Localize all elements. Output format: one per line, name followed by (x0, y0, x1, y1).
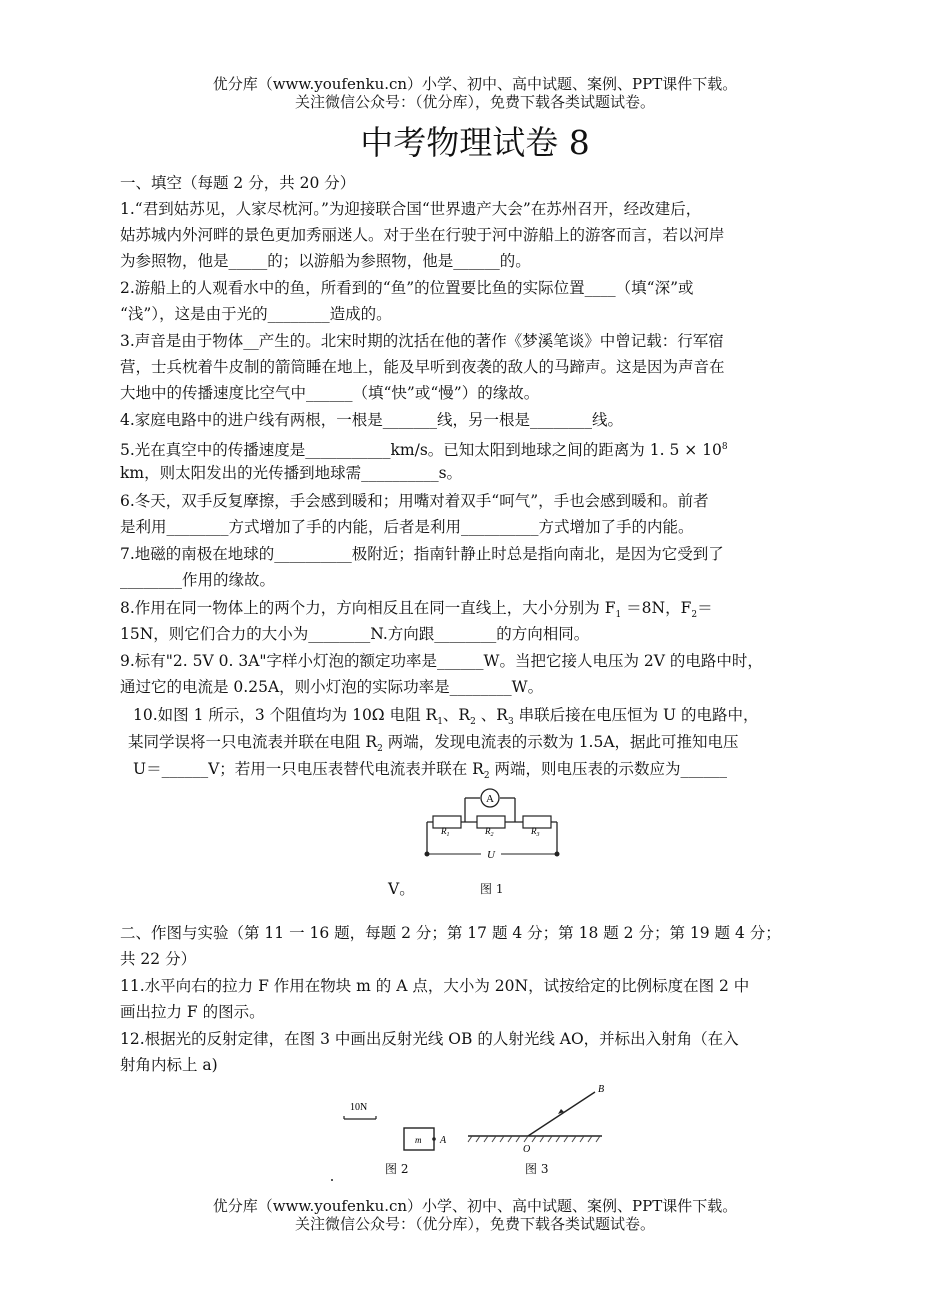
resistor-r2 (477, 816, 505, 828)
q10-text-a3: 、R (475, 706, 508, 724)
q12-line-2: 射角内标上 a) (120, 1056, 218, 1074)
q11-line-2: 画出拉力 F 的图示。 (120, 1003, 265, 1021)
point-a-label: A (440, 1135, 447, 1146)
q1-line-3: 为参照物，他是_____的；以游船为参照物，他是______的。 (120, 252, 531, 270)
point-a-dot (432, 1137, 436, 1141)
figure-2-caption: 图 2 (385, 1162, 409, 1176)
point-o-label: O (523, 1144, 531, 1155)
q1-line-1: 1.“君到姑苏见，人家尽枕河。”为迎接联合国“世界遗产大会”在苏州召开，经改建后， (120, 200, 702, 218)
q10-text-c2: 两端，则电压表的示数应为______ (489, 760, 728, 778)
q10-line-3 (133, 758, 727, 787)
scale-label: 10N (350, 1102, 368, 1113)
q1-line-2: 姑苏城内外河畔的景色更加秀丽迷人。对于坐在行驶于河中游船上的游客而言，若以河岸 (120, 226, 725, 244)
q10-text-a4: 串联后接在电压恒为 U 的电路中， (513, 706, 759, 724)
q10-sub-r2: 2 (470, 717, 476, 728)
q8-text-a1: 8.作用在同一物体上的两个力，方向相反且在同一直线上，大小分别为 F (120, 599, 616, 617)
footer-line-1: 优分库（www.youfenku.cn）小学、初中、高中试题、案例、PPT课件下载。 (212, 1197, 738, 1215)
q8-text-a2: ＝8N，F (621, 599, 692, 617)
figure-1-caption: 图 1 (480, 882, 504, 896)
q3-line-1: 3.声音是由于物体__产生的。北宋时期的沈括在他的著作《梦溪笔谈》中曾记载：行军宿 (120, 332, 724, 350)
q8-text-a3: ＝ (697, 599, 713, 617)
header-line-1: 优分库（www.youfenku.cn）小学、初中、高中试题、案例、PPT课件下载。 (212, 75, 738, 93)
figure-1-circuit (415, 784, 575, 864)
q2-line-2: “浅”），这是由于光的________造成的。 (120, 305, 392, 323)
q4-line: 4.家庭电路中的进户线有两根，一根是_______线，另一根是________线。 (120, 411, 624, 429)
reflected-ray-ob (528, 1092, 595, 1136)
q11-line-1: 11.水平向右的拉力 F 作用在物块 m 的 A 点，大小为 20N，试按给定的比例标度在图 2 中 (120, 977, 750, 995)
point-b-label: B (598, 1084, 605, 1095)
q10-text-b1: 某同学误将一只电流表并联在电阻 R (128, 733, 378, 751)
ammeter-label: A (486, 793, 494, 805)
q8-sub-1: 1 (615, 610, 622, 621)
q9-line-2: 通过它的电流是 0.25A，则小灯泡的实际功率是________W。 (120, 678, 544, 696)
q10-sub-b: 2 (377, 744, 383, 755)
section1-heading: 一、填空（每题 2 分，共 20 分） (120, 174, 356, 192)
q7-line-1: 7.地磁的南极在地球的__________极附近；指南针静止时总是指向南北，是因为它受到了 (120, 545, 724, 563)
r2-label: $R_2$ (485, 826, 494, 838)
q8-line-1 (120, 597, 713, 626)
block-m-label: m (415, 1135, 422, 1145)
q3-line-3: 大地中的传播速度比空气中______（填“快”或“慢”）的缘故。 (120, 384, 540, 402)
q10-tail: V。 (388, 880, 415, 898)
page-title: 中考物理试卷 8 (360, 123, 590, 162)
q10-sub-r3: 3 (507, 717, 514, 728)
q10-line-2 (128, 731, 739, 760)
q5-line-1 (120, 436, 728, 461)
footer-line-2: 关注微信公众号：（优分库），免费下载各类试题试卷。 (294, 1215, 655, 1233)
q5-line-2: km，则太阳发出的光传播到地球需__________s。 (120, 464, 463, 482)
figure-3-caption: 图 3 (525, 1162, 549, 1176)
section2-heading-line-2: 共 22 分） (120, 950, 197, 968)
q2-line-1: 2.游船上的人观看水中的鱼，所看到的“鱼”的位置要比鱼的实际位置____（填“深”或 (120, 279, 694, 297)
header-line-2: 关注微信公众号：（优分库），免费下载各类试题试卷。 (294, 93, 655, 111)
q10-text-a1: 10.如图 1 所示，3 个阻值均为 10Ω 电阻 R (133, 706, 438, 724)
resistor-r1 (433, 816, 461, 828)
q6-line-1: 6.冬天，双手反复摩擦，手会感到暖和；用嘴对着双手“呵气”，手也会感到暖和。前者 (120, 492, 709, 510)
q5-exponent: 8 (721, 442, 728, 452)
q6-line-2: 是利用________方式增加了手的内能，后者是利用__________方式增加了手的内能。 (120, 518, 694, 536)
q7-line-2: ________作用的缘故。 (120, 571, 276, 589)
q10-sub-r1: 1 (437, 717, 443, 728)
r3-label: $R_3$ (531, 826, 540, 838)
q5-text-a: 5.光在真空中的传播速度是___________km/s。已知太阳到地球之间的距离为 1. 5 × 10 (120, 441, 722, 460)
resistor-r3 (523, 816, 551, 828)
q10-sub-c: 2 (483, 771, 490, 782)
q10-line-1 (133, 704, 759, 733)
q10-text-c1: U＝______V；若用一只电压表替代电流表并联在 R (133, 760, 484, 778)
q12-line-1: 12.根据光的反射定律，在图 3 中画出反射光线 OB 的人射光线 AO，并标出入射角（在入 (120, 1030, 739, 1048)
r1-label: $R_1$ (441, 826, 450, 838)
q8-sub-2: 2 (691, 610, 698, 621)
figure-3-mirror (462, 1080, 612, 1160)
q8-line-2: 15N，则它们合力的大小为________N.方向跟________的方向相同。 (120, 625, 590, 643)
q3-line-2: 营，士兵枕着牛皮制的箭筒睡在地上，能及早听到夜袭的敌人的马蹄声。这是因为声音在 (120, 358, 725, 376)
q10-text-a2: 、R (442, 706, 471, 724)
q9-line-1: 9.标有"2. 5V 0. 3A"字样小灯泡的额定功率是______W。当把它接人电压为 2V 的电路中时， (120, 652, 763, 670)
voltage-u-label: U (487, 849, 495, 861)
q10-text-b2: 两端，发现电流表的示数为 1.5A，据此可推知电压 (382, 733, 739, 751)
section2-heading-line-1: 二、作图与实验（第 11 一 16 题，每题 2 分；第 17 题 4 分；第 18 题 2 分；第 19 题 4 分； (120, 924, 781, 942)
